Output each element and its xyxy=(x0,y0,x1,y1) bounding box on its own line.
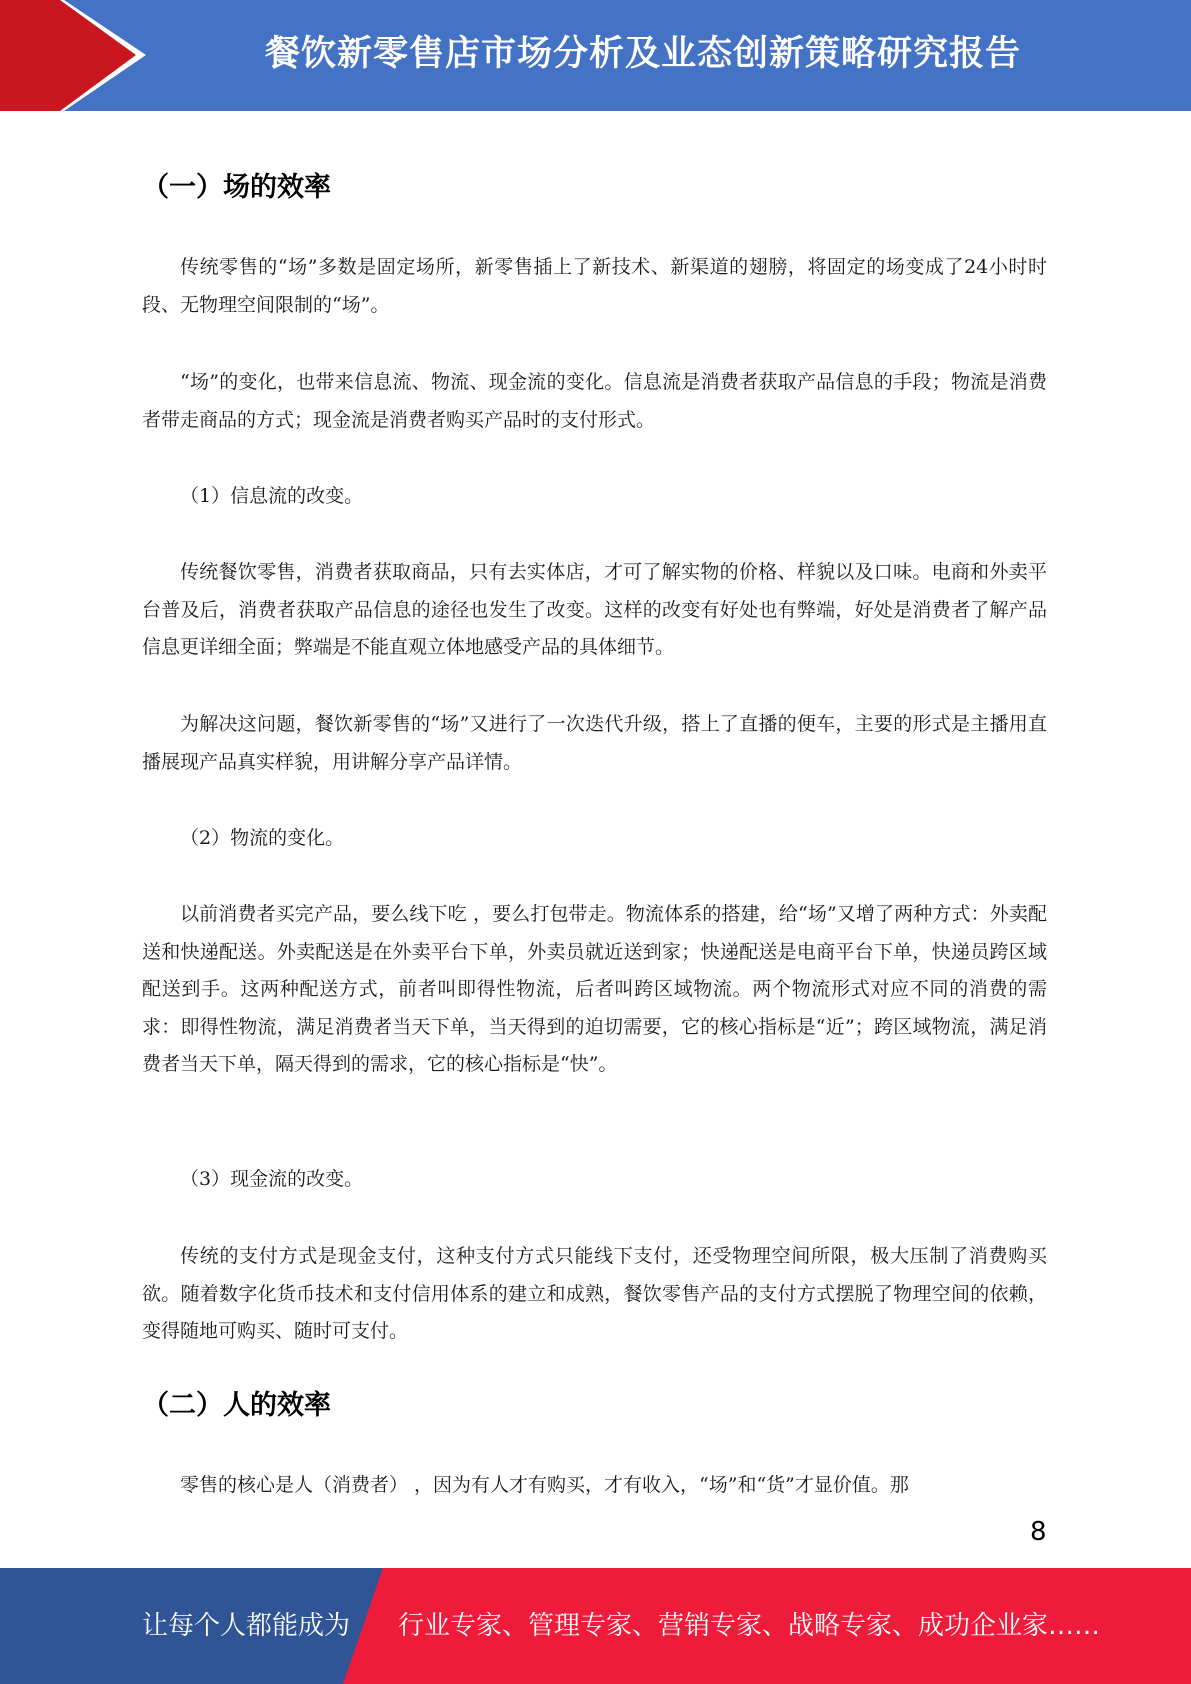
paragraph: 零售的核心是人（消费者） ，因为有人才有购买，才有收入，“场”和“货”才显价值。那 xyxy=(180,1474,909,1496)
footer-band xyxy=(0,1568,1191,1684)
paragraph: 传统的支付方式是现金支付，这种支付方式只能线下支付，还受物理空间所限，极大压制了消费购买欲。随着数字化货币技术和支付信用体系的建立和成熟，餐饮零售产品的支付方式摆脱了物理空间的依赖，变得随地可购买、随时可支付。 xyxy=(142,1245,1047,1342)
page-number: 8 xyxy=(1030,1517,1047,1547)
sub-heading-info-flow: （1）信息流的改变。 xyxy=(180,485,364,507)
paragraph: 传统餐饮零售，消费者获取商品，只有去实体店，才可了解实物的价格、样貌以及口味。电商和外卖平台普及后，消费者获取产品信息的途径也发生了改变。这样的改变有好处也有弊端，好处是消费者了解产品信息更详细全面；弊端是不能直观立体地感受产品的具体细节。 xyxy=(142,561,1047,658)
section-heading-2: （二）人的效率 xyxy=(142,1390,331,1421)
paragraph: “场”的变化，也带来信息流、物流、现金流的变化。信息流是消费者获取产品信息的手段；物流是消费者带走商品的方式；现金流是消费者购买产品时的支付形式。 xyxy=(142,371,1047,431)
footer-slogan-left: 让每个人都能成为 xyxy=(142,1611,351,1641)
section-heading-1: （一）场的效率 xyxy=(142,172,331,203)
paragraph: 以前消费者买完产品，要么线下吃 ，要么打包带走。物流体系的搭建，给“场”又增了两种方式：外卖配送和快递配送。外卖配送是在外卖平台下单，外卖员就近送到家；快递配送是电商平台下单，快递员跨区域配送到手。这两种配送方式，前者叫即得性物流，后者叫跨区域物流。两个物流形式对应不同的消费的需求：即得性物流，满足消费者当天下单，当天得到的迫切需要，它的核心指标是“近”；跨区域物流，满足消费者当天下单，隔天得到的需求，它的核心指标是“快”。 xyxy=(142,903,1047,1075)
sub-heading-cash-flow: （3）现金流的改变。 xyxy=(180,1168,364,1190)
paragraph: 传统零售的“场”多数是固定场所，新零售插上了新技术、新渠道的翅膀，将固定的场变成了24小时时段、无物理空间限制的“场”。 xyxy=(142,256,1047,316)
sub-heading-logistics: （2）物流的变化。 xyxy=(180,827,345,849)
footer-slogan-right: 行业专家、管理专家、营销专家、战略专家、成功企业家…… xyxy=(398,1611,1101,1641)
report-title: 餐饮新零售店市场分析及业态创新策略研究报告 xyxy=(264,34,1021,74)
paragraph: 为解决这问题，餐饮新零售的“场”又进行了一次迭代升级，搭上了直播的便车，主要的形式是主播用直播展现产品真实样貌，用讲解分享产品详情。 xyxy=(142,713,1047,773)
header-band xyxy=(0,0,1191,111)
